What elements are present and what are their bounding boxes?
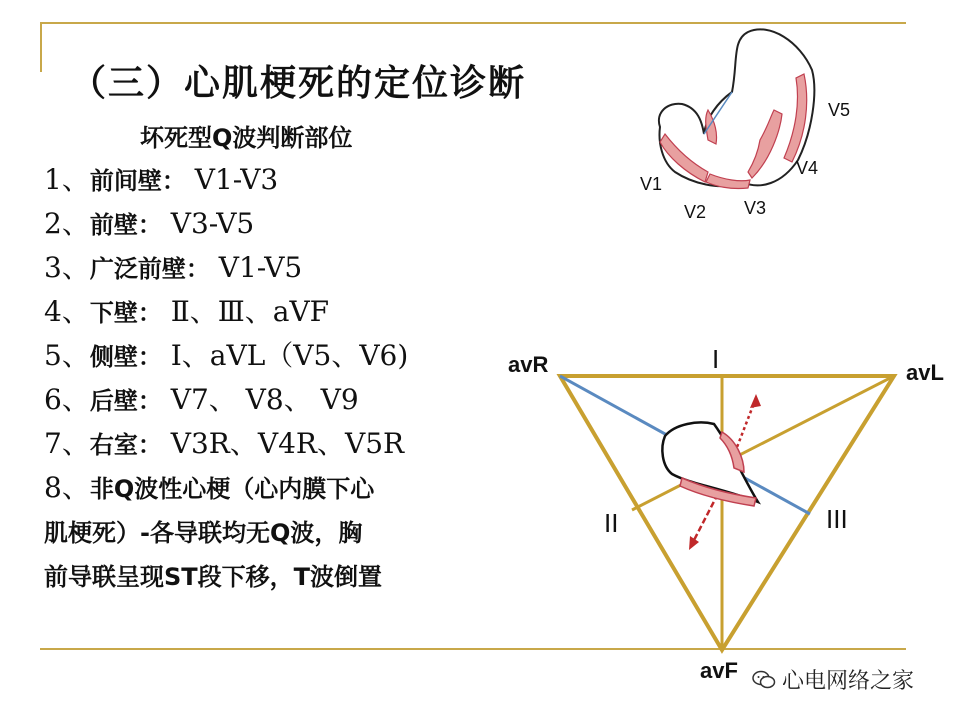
label-v4: V4: [796, 158, 819, 178]
list-item-continuation: 前导联呈现ST段下移，T波倒置: [44, 563, 383, 591]
watermark: [752, 664, 914, 695]
label-iii: III: [826, 504, 848, 534]
wechat-icon: [752, 670, 776, 690]
label-v2: V2: [684, 202, 707, 222]
location-list: [44, 158, 564, 598]
heart-wall-diagram: [620, 22, 900, 232]
frame-left-line: [40, 22, 42, 72]
lead-axis-diagram: [500, 336, 960, 684]
infarct-v1: [660, 134, 708, 182]
label-avr: avR: [508, 352, 549, 377]
infarct-v4: [748, 110, 782, 178]
list-item: 6、后壁： V7、 V8、 V9: [44, 383, 359, 416]
list-item: 5、侧壁： Ⅰ、aVL（V5、V6): [44, 339, 409, 372]
list-item-continuation: 肌梗死）-各导联均无Q波，胸: [44, 519, 363, 547]
list-item: 4、下壁： Ⅱ、Ⅲ、aVF: [44, 295, 330, 328]
label-avl: avL: [906, 360, 944, 385]
label-v3: V3: [744, 198, 767, 218]
label-ii: II: [604, 508, 619, 538]
list-item: 3、广泛前壁： V1-V5: [44, 251, 303, 284]
label-i: I: [712, 344, 720, 374]
list-item: 8、非Q波性心梗（心内膜下心: [44, 471, 375, 504]
slide-title: （三）心肌梗死的定位诊断: [70, 63, 527, 104]
list-item: 2、前壁： V3-V5: [44, 207, 255, 240]
arrow-head-up: [750, 394, 761, 408]
slide-subtitle: 坏死型Q波判断部位: [140, 124, 353, 152]
list-item: 7、右室： V3R、V4R、V5R: [44, 427, 405, 460]
label-avf: avF: [700, 658, 738, 683]
label-v5: V5: [828, 100, 851, 120]
list-item: 1、前间壁： V1-V3: [44, 163, 279, 196]
watermark-text: 心电网络之家: [782, 669, 915, 694]
label-v1: V1: [640, 174, 663, 194]
infarct-septum: [706, 110, 717, 144]
